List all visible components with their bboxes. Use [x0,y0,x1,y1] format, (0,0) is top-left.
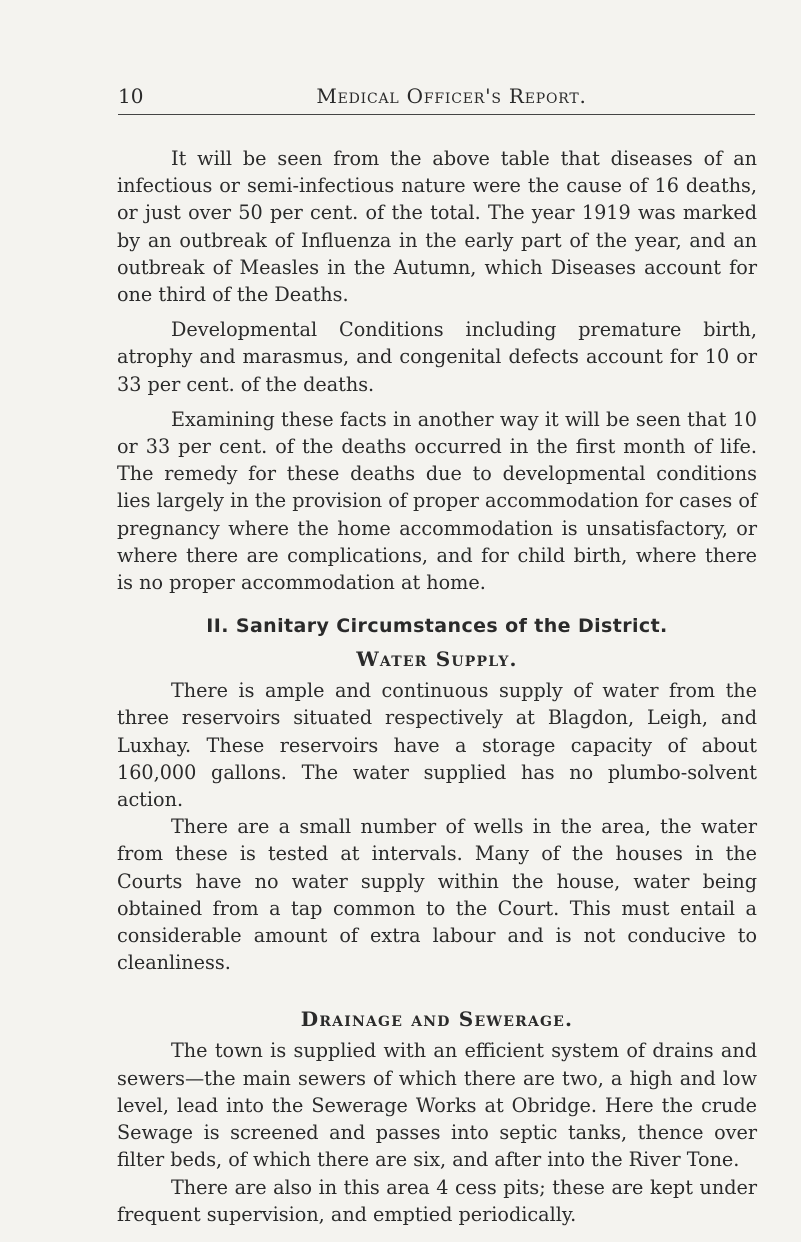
paragraph-cess-pits: There are also in this area 4 cess pits; these are kept under frequent supervision, and emptied periodically. [117,1175,757,1226]
paragraph-water-wells: There are a small number of wells in the area, the water from these is tested at intervals. Many of the houses in the Courts have no water supply within the house, water being obtained from a tap common to the Court. This must entail a considerable amount of extra labour and is not conducive to cleanliness. [117,815,757,975]
running-title: Medical Officer's Report. [316,84,587,108]
paragraph-first-month-deaths: Examining these facts in another way it will be seen that 10 or 33 per cent. of the deaths occurred in the first month of life. The remedy for these deaths due to developmental conditions lies largely in the provision of proper accommodation for cases of pregnancy where the home accommodation is unsatisfactory, or where there are complications, and for child birth, where there is no proper accommodation at home. [117,407,757,595]
subheading-drainage-sewerage: Drainage and Sewerage. [300,1007,574,1032]
body-text [117,145,757,1228]
page-number: 10 [118,84,144,108]
running-head [118,84,755,115]
paragraph-water-reservoirs: There is ample and continuous supply of water from the three reservoirs situated respectively at Blagdon, Leigh, and Luxhay. These reservoirs have a storage capacity of about 160,000 gallons. The water supplied has no plumbo-solvent action. [117,679,757,812]
paragraph-infectious-diseases: It will be seen from the above table that diseases of an infectious or semi-infectious nature were the cause of 16 deaths, or just over 50 per cent. of the total. The year 1919 was marked by an outbreak of Influenza in the early part of the year, and an outbreak of Measles in the Autumn, which Diseases account for one third of the Deaths. [117,147,757,307]
section-heading-sanitary: II. Sanitary Circumstances of the District. [206,615,668,638]
paragraph-developmental-conditions: Developmental Conditions including premature birth, atrophy and marasmus, and congenital defects account for 10 or 33 per cent. of the deaths. [117,318,757,396]
subheading-water-supply: Water Supply. [356,647,518,672]
paragraph-drainage-system: The town is supplied with an efficient system of drains and sewers—the main sewers of which there are two, a high and low level, lead into the Sewerage Works at Obridge. Here the crude Sewage is screened and passes into septic tanks, thence over filter beds, of which there are six, and after into the River Tone. [117,1039,757,1172]
